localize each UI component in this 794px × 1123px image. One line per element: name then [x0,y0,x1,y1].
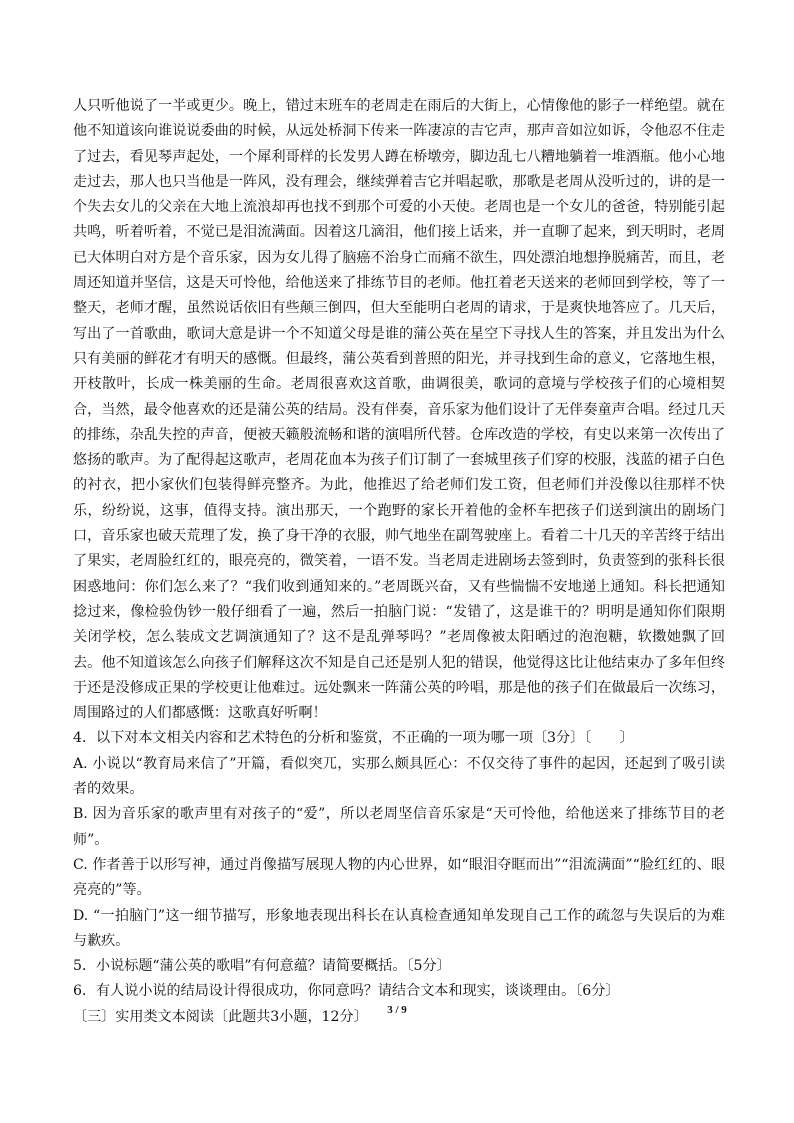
question-4-option-c: C. 作者善于以形写神，通过肖像描写展现人物的内心世界，如“眼泪夺眶而出”“泪流满面”“脸红红的、眼亮亮的”等。 [73,856,725,899]
question-4-option-b: B. 因为音乐家的歌声里有对孩子的“爱”，所以老周坚信音乐家是“天可怜他，给他送来了排练节目的老师”。 [73,806,725,848]
story-paragraph: 人只听他说了一半或更少。晚上，错过末班车的老周走在雨后的大街上，心情像他的影子一样绝望。就在他不知道该向谁说说委曲的时候，从远处桥洞下传来一阵凄凉的吉它声，那声音如泣如诉，令他忍不住走了过去，看见琴声起处，一个犀利哥样的长发男人蹲在桥墩旁，脚边乱七八糟地躺着一堆酒瓶。他小心地走过去，那人也只当他是一阵风，没有理会，继续弹着吉它并唱起歌，那歌是老周从没听过的，讲的是一个失去女儿的父亲在大地上流浪却再也找不到那个可爱的小天使。老周也是一个女儿的爸爸，特别能引起共鸣，听着听着，不觉已是泪流满面。因着这几滴泪，他们接上话来，并一直聊了起来，到天明时，老周已大体明白对方是个音乐家，因为女儿得了脑癌不治身亡而痛不欲生，四处漂泊地想挣脱痛苦，而且，老周还知道并坚信，这是天可怜他，给他送来了排练节目的老师。他扛着老天送来的老师回到学校，等了一整天，老师才醒，虽然说话依旧有些颠三倒四，但大至能明白老周的请求，于是爽快地答应了。几天后，写出了一首歌曲，歌词大意是讲一个不知道父母是谁的蒲公英在星空下寻找人生的答案，并且发出为什么只有美丽的鲜花才有明天的感慨。但最终，蒲公英看到普照的阳光，并寻找到生命的意义，它落地生根，开枝散叶，长成一株美丽的生命。老周很喜欢这首歌，曲调很美，歌词的意境与学校孩子们的心境相契合，当然，最令他喜欢的还是蒲公英的结局。没有伴奏，音乐家为他们设计了无伴奏童声合唱。经过几天的排练，杂乱失控的声音，便被天籁般流畅和谐的演唱所代替。仓库改造的学校，有史以来第一次传出了悠扬的歌声。为了配得起这歌声，老周花血本为孩子们订制了一套城里孩子们穿的校服，浅蓝的裙子白色的衬衣，把小家伙们包装得鲜亮整齐。为此，他推迟了给老师们发工资，但老师们并没像以往那样不快乐，纷纷说，这事，值得支持。演出那天，一个跑野的家长开着他的金杯车把孩子们送到演出的剧场门口，音乐家也破天荒理了发，换了身干净的衣服，帅气地坐在副驾驶座上。看着二十几天的辛苦终于结出了果实，老周脸红红的，眼亮亮的，微笑着，一语不发。当老周走进剧场去签到时，负责签到的张科长很困惑地问：你们怎么来了？“我们收到通知来的。”老周既兴奋，又有些惴惴不安地递上通知。科长把通知捻过来，像检验伪钞一般仔细看了一遍，然后一拍脑门说：“发错了，这是谁干的？明明是通知你们限期关闭学校，怎么装成文艺调演通知了？这不是乱弹琴吗？”老周像被太阳晒过的泡泡糖，软擞她飘了回去。他不知道该怎么向孩子们解释这次不知是自己还是别人犯的错误，他觉得这比让他结束办了多年但终于还是没修成正果的学校更让他难过。远处飘来一阵蒲公英的吟唱，那是他的孩子们在做最后一次练习，周围路过的人们都感慨：这歌真好听啊！ [73,98,725,722]
question-5: 5．小说标题“蒲公英的歌唱”有何意蕴？请简要概括。〔5分〕 [73,958,451,975]
question-4: 4．以下对本文相关内容和艺术特色的分析和鉴赏，不正确的一项为哪一项〔3分〕〔 〕 [73,730,634,747]
page-content [73,94,725,1030]
section-three-heading: 〔三〕实用类文本阅读〔此题共3小题，12分〕 [73,1008,368,1025]
page-number: 3 / 9 [387,1004,407,1016]
question-4-option-a: A. 小说以“教育局来信了”开篇，看似突兀，实那么颇具匠心：不仅交待了事件的起因，还起到了吸引读者的效果。 [73,755,725,798]
question-4-option-d: D. “一拍脑门”这一细节描写，形象地表现出科长在认真检查通知单发现自己工作的疏忽与失误后的为难与歉疚。 [73,907,725,949]
question-6: 6．有人说小说的结局设计得很成功，你同意吗？请结合文本和现实，谈谈理由。〔6分〕 [73,983,620,1000]
